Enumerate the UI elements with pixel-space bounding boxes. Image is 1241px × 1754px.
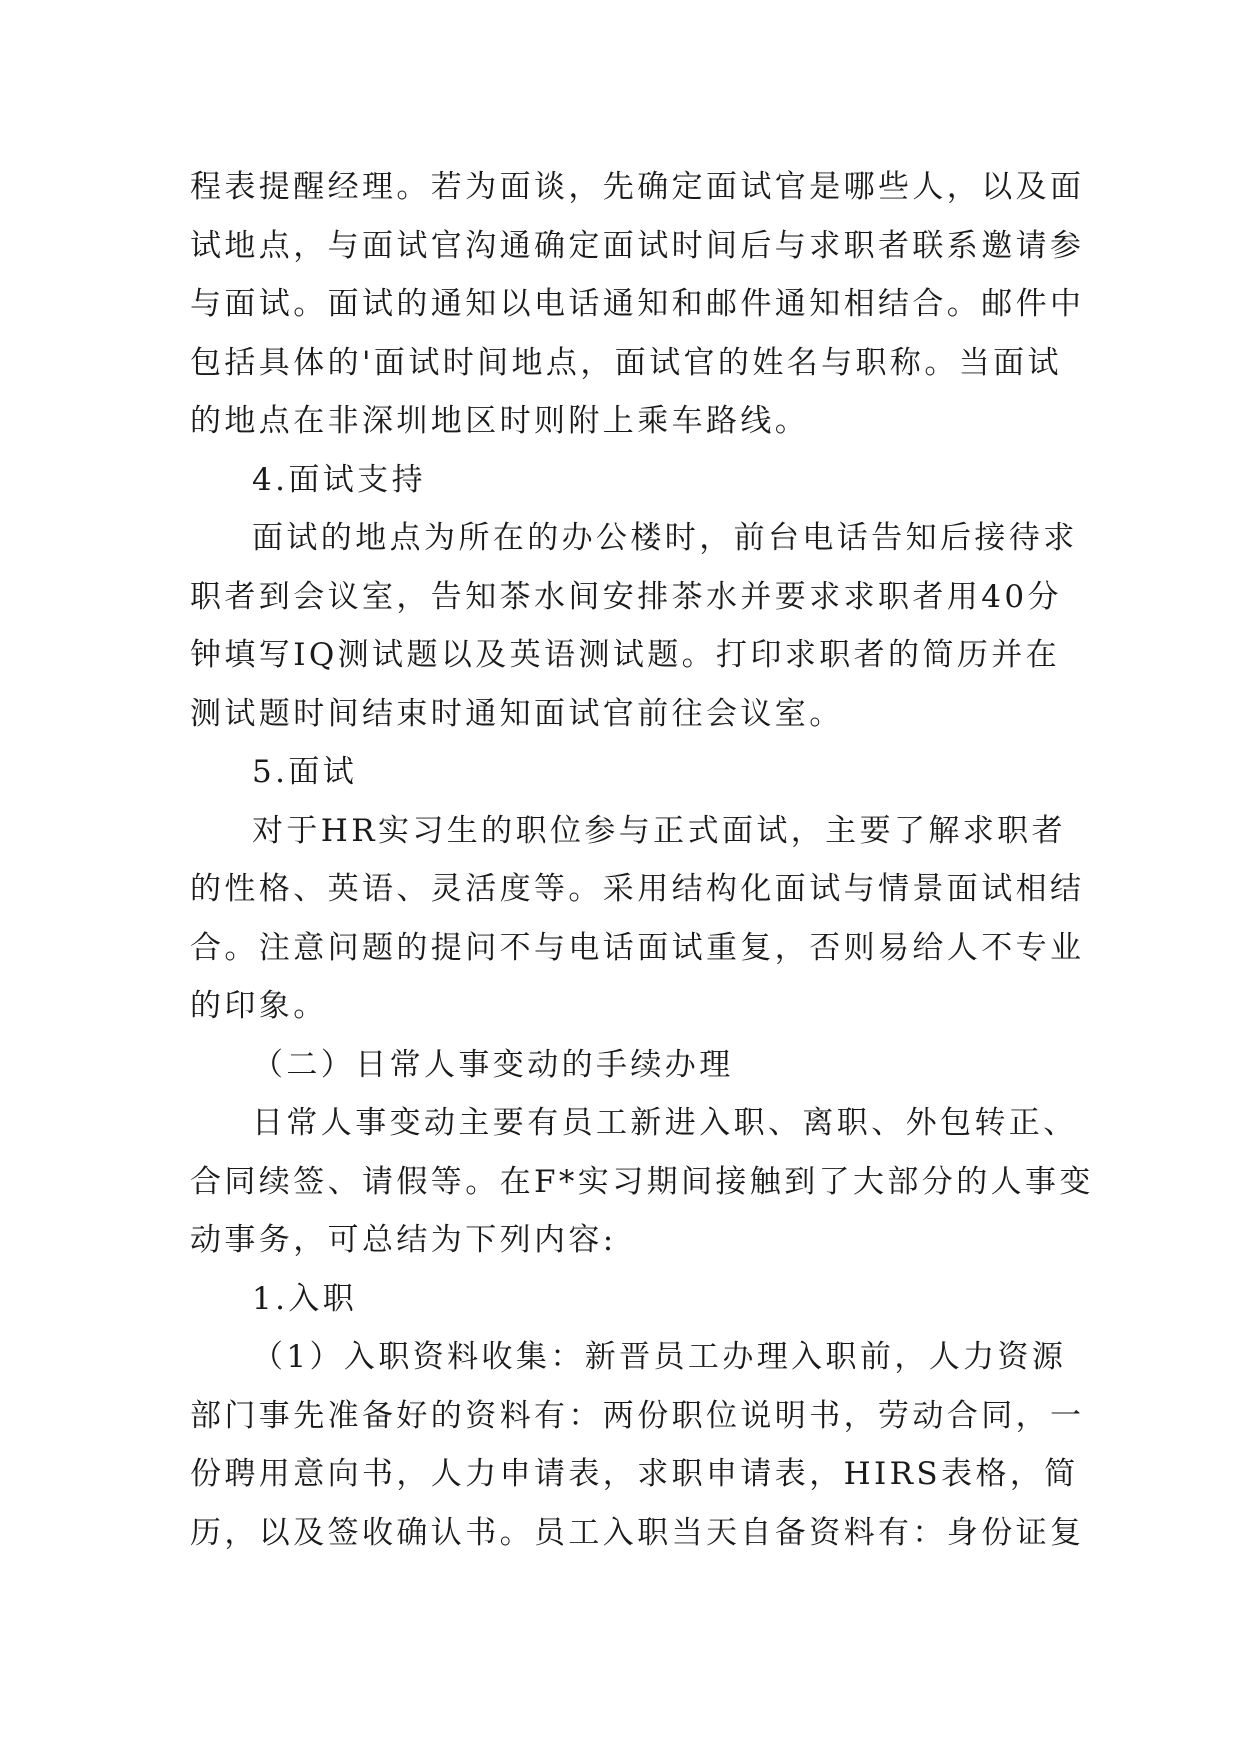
section-heading: 4.面试支持	[252, 461, 426, 498]
section-heading: 5.面试	[252, 754, 358, 790]
text-line: 职者到会议室，告知茶水间安排茶水并要求求职者用40分	[190, 578, 1062, 615]
text-line: 钟填写IQ测试题以及英语测试题。打印求职者的简历并在	[190, 637, 1061, 673]
text-line: 历，以及签收确认书。员工入职当天自备资料有：身份证复	[190, 1514, 1085, 1551]
text-line: 与面试。面试的通知以电话通知和邮件通知相结合。邮件中	[190, 286, 1085, 322]
text-line: 包括具体的'面试时间地点，面试官的姓名与职称。当面试	[190, 344, 1062, 381]
text-line: 的地点在非深圳地区时则附上乘车路线。	[190, 403, 810, 439]
text-line: 的印象。	[190, 988, 328, 1024]
section-heading: （二）日常人事变动的手续办理	[252, 1046, 734, 1083]
section-heading: 1.入职	[252, 1280, 358, 1317]
paragraph-start: 对于HR实习生的职位参与正式面试，主要了解求职者	[252, 812, 1066, 849]
document-body	[190, 158, 1094, 1562]
text-line: 份聘用意向书，人力申请表，求职申请表，HIRS表格，简	[190, 1456, 1079, 1492]
text-line: 程表提醒经理。若为面谈，先确定面试官是哪些人，以及面	[190, 169, 1085, 205]
text-line: 的性格、英语、灵活度等。采用结构化面试与情景面试相结	[190, 871, 1085, 907]
text-line: 试地点，与面试官沟通确定面试时间后与求职者联系邀请参	[190, 227, 1085, 264]
text-line: 动事务，可总结为下列内容:	[190, 1222, 617, 1258]
paragraph-start: 面试的地点为所在的办公楼时，前台电话告知后接待求	[252, 520, 1078, 556]
text-line: 部门事先准备好的资料有：两份职位说明书，劳动合同，一	[190, 1397, 1085, 1434]
text-line: 合。注意问题的提问不与电话面试重复，否则易给人不专业	[190, 929, 1085, 966]
text-line: 合同续签、请假等。在F*实习期间接触到了大部分的人事变	[190, 1163, 1094, 1200]
paragraph-start: 日常人事变动主要有员工新进入职、离职、外包转正、	[252, 1105, 1078, 1141]
text-line: 测试题时间结束时通知面试官前往会议室。	[190, 695, 844, 732]
paragraph-start: （1）入职资料收集：新晋员工办理入职前，人力资源	[252, 1339, 1067, 1375]
